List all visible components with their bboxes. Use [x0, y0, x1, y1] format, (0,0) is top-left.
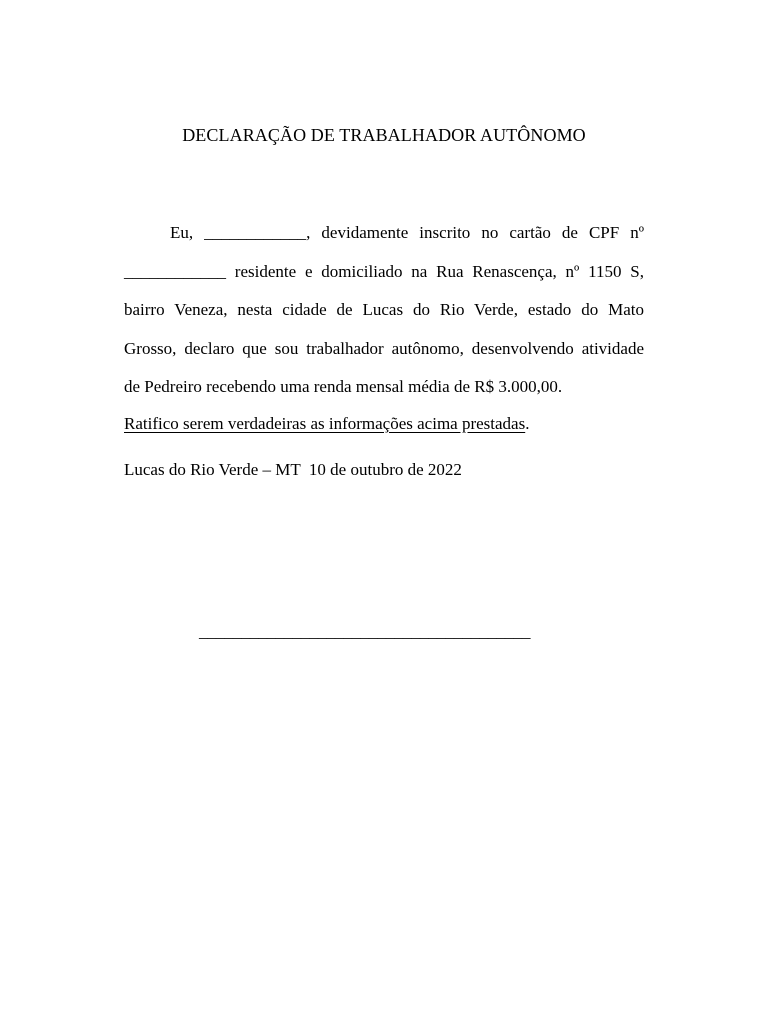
place-date: Lucas do Rio Verde – MT 10 de outubro de 2022: [124, 460, 462, 479]
signature-line: _______________________________________: [199, 622, 531, 641]
ratification-text: Ratifico serem verdadeiras as informações acima prestadas: [124, 414, 526, 433]
ratification-period: .: [525, 414, 530, 433]
paragraph-line: ____________ residente e domiciliado na Rua Renascença, nº 1150 S,: [124, 261, 644, 281]
paragraph-line: Eu, ____________, devidamente inscrito no cartão de CPF nº: [170, 223, 644, 242]
paragraph-line: de Pedreiro recebendo uma renda mensal média de R$ 3.000,00.: [124, 377, 563, 397]
paragraph-line: Grosso, declaro que sou trabalhador autônomo, desenvolvendo atividade: [124, 338, 644, 358]
paragraph-line: bairro Veneza, nesta cidade de Lucas do Rio Verde, estado do Mato: [124, 300, 644, 320]
declaration-paragraph: [124, 214, 644, 407]
ratification-statement: [124, 412, 529, 436]
document-title: DECLARAÇÃO DE TRABALHADOR AUTÔNOMO: [182, 125, 586, 145]
